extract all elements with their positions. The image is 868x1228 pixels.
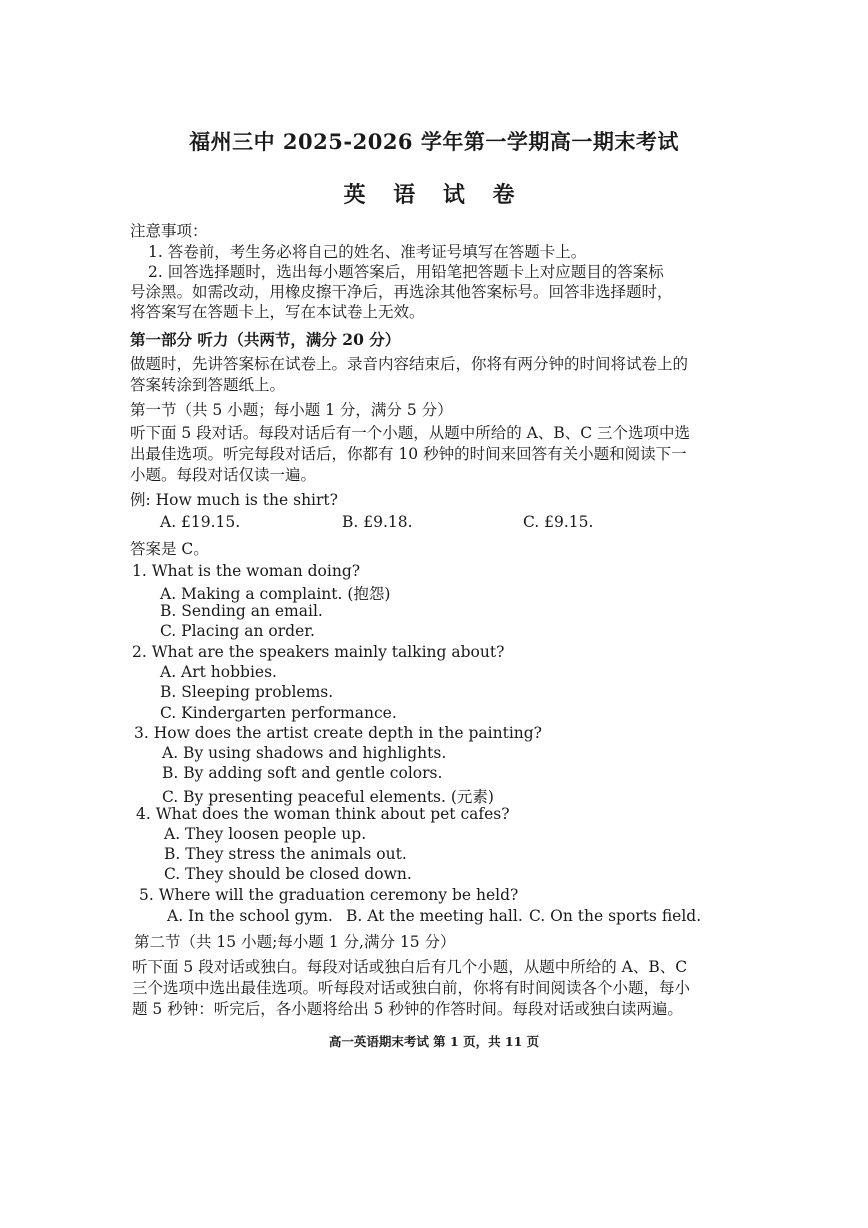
section2-intro: 题 5 秒钟：听完后，各小题将给出 5 秒钟的作答时间。每段对话或独白读两遍。: [132, 1000, 683, 1018]
part1-intro: 做题时，先讲答案标在试卷上。录音内容结束后，你将有两分钟的时间将试卷上的: [130, 355, 689, 373]
question-5-option-c: C. On the sports field.: [529, 907, 702, 925]
notice-heading: 注意事项：: [130, 222, 208, 240]
notice-item: 1. 答卷前，考生务必将自己的姓名、准考证号填写在答题卡上。: [148, 243, 587, 261]
question-5-option-b: B. At the meeting hall.: [346, 907, 523, 925]
question-1-option-b: B. Sending an email.: [160, 602, 323, 620]
section1-intro: 出最佳选项。听完每段对话后，你都有 10 秒钟的时间来回答有关小题和阅读下一: [130, 445, 687, 463]
page-footer: 高一英语期末考试 第 1 页，共 11 页: [328, 1034, 540, 1049]
question-3-option-b: B. By adding soft and gentle colors.: [162, 764, 443, 782]
question-2-option-c: C. Kindergarten performance.: [160, 704, 397, 722]
question-3: 3. How does the artist create depth in the painting?: [134, 724, 542, 742]
question-1-option-c: C. Placing an order.: [160, 622, 315, 640]
example-option-b: B. £9.18.: [342, 513, 413, 531]
notice-item: 将答案写在答题卡上，写在本试卷上无效。: [130, 303, 425, 321]
example-option-a: A. £19.15.: [160, 513, 241, 531]
part1-heading: 第一部分 听力（共两节，满分 20 分）: [130, 330, 401, 349]
section1-intro: 听下面 5 段对话。每段对话后有一个小题，从题中所给的 A、B、C 三个选项中选: [130, 424, 691, 442]
section2-intro: 听下面 5 段对话或独白。每段对话或独白后有几个小题，从题中所给的 A、B、C: [132, 958, 688, 976]
question-4-option-c: C. They should be closed down.: [164, 865, 412, 883]
section1-intro: 小题。每段对话仅读一遍。: [130, 466, 317, 484]
exam-subtitle: 英 语 试 卷: [343, 182, 525, 208]
question-4: 4. What does the woman think about pet cafes?: [136, 805, 510, 823]
question-1: 1. What is the woman doing?: [132, 562, 361, 580]
example-question: 例: How much is the shirt?: [130, 491, 338, 509]
section2-intro: 三个选项中选出最佳选项。听每段对话或独白前，你将有时间阅读各个小题，每小: [132, 979, 691, 997]
question-4-option-b: B. They stress the animals out.: [164, 845, 407, 863]
question-2-option-a: A. Art hobbies.: [160, 663, 277, 681]
question-3-option-a: A. By using shadows and highlights.: [162, 744, 447, 762]
question-4-option-a: A. They loosen people up.: [164, 825, 367, 843]
section2-heading: 第二节（共 15 小题;每小题 1 分,满分 15 分）: [134, 933, 456, 951]
notice-item: 2. 回答选择题时，选出每小题答案后，用铅笔把答题卡上对应题目的答案标: [148, 263, 664, 281]
section1-heading: 第一节（共 5 小题；每小题 1 分，满分 5 分）: [130, 401, 453, 419]
question-3-option-c: C. By presenting peaceful elements. (元素): [162, 788, 494, 806]
question-5: 5. Where will the graduation ceremony be held?: [139, 886, 519, 904]
example-option-c: C. £9.15.: [523, 513, 594, 531]
example-answer: 答案是 C。: [130, 540, 209, 558]
question-2: 2. What are the speakers mainly talking about?: [132, 643, 505, 661]
question-5-option-a: A. In the school gym.: [167, 907, 333, 925]
part1-intro: 答案转涂到答题纸上。: [130, 376, 286, 394]
exam-title: 福州三中 2025-2026 学年第一学期高一期末考试: [189, 129, 679, 154]
notice-item: 号涂黑。如需改动，用橡皮擦干净后，再选涂其他答案标号。回答非选择题时，: [130, 283, 673, 301]
question-1-option-a: A. Making a complaint. (抱怨): [160, 585, 391, 603]
question-2-option-b: B. Sleeping problems.: [160, 683, 334, 701]
